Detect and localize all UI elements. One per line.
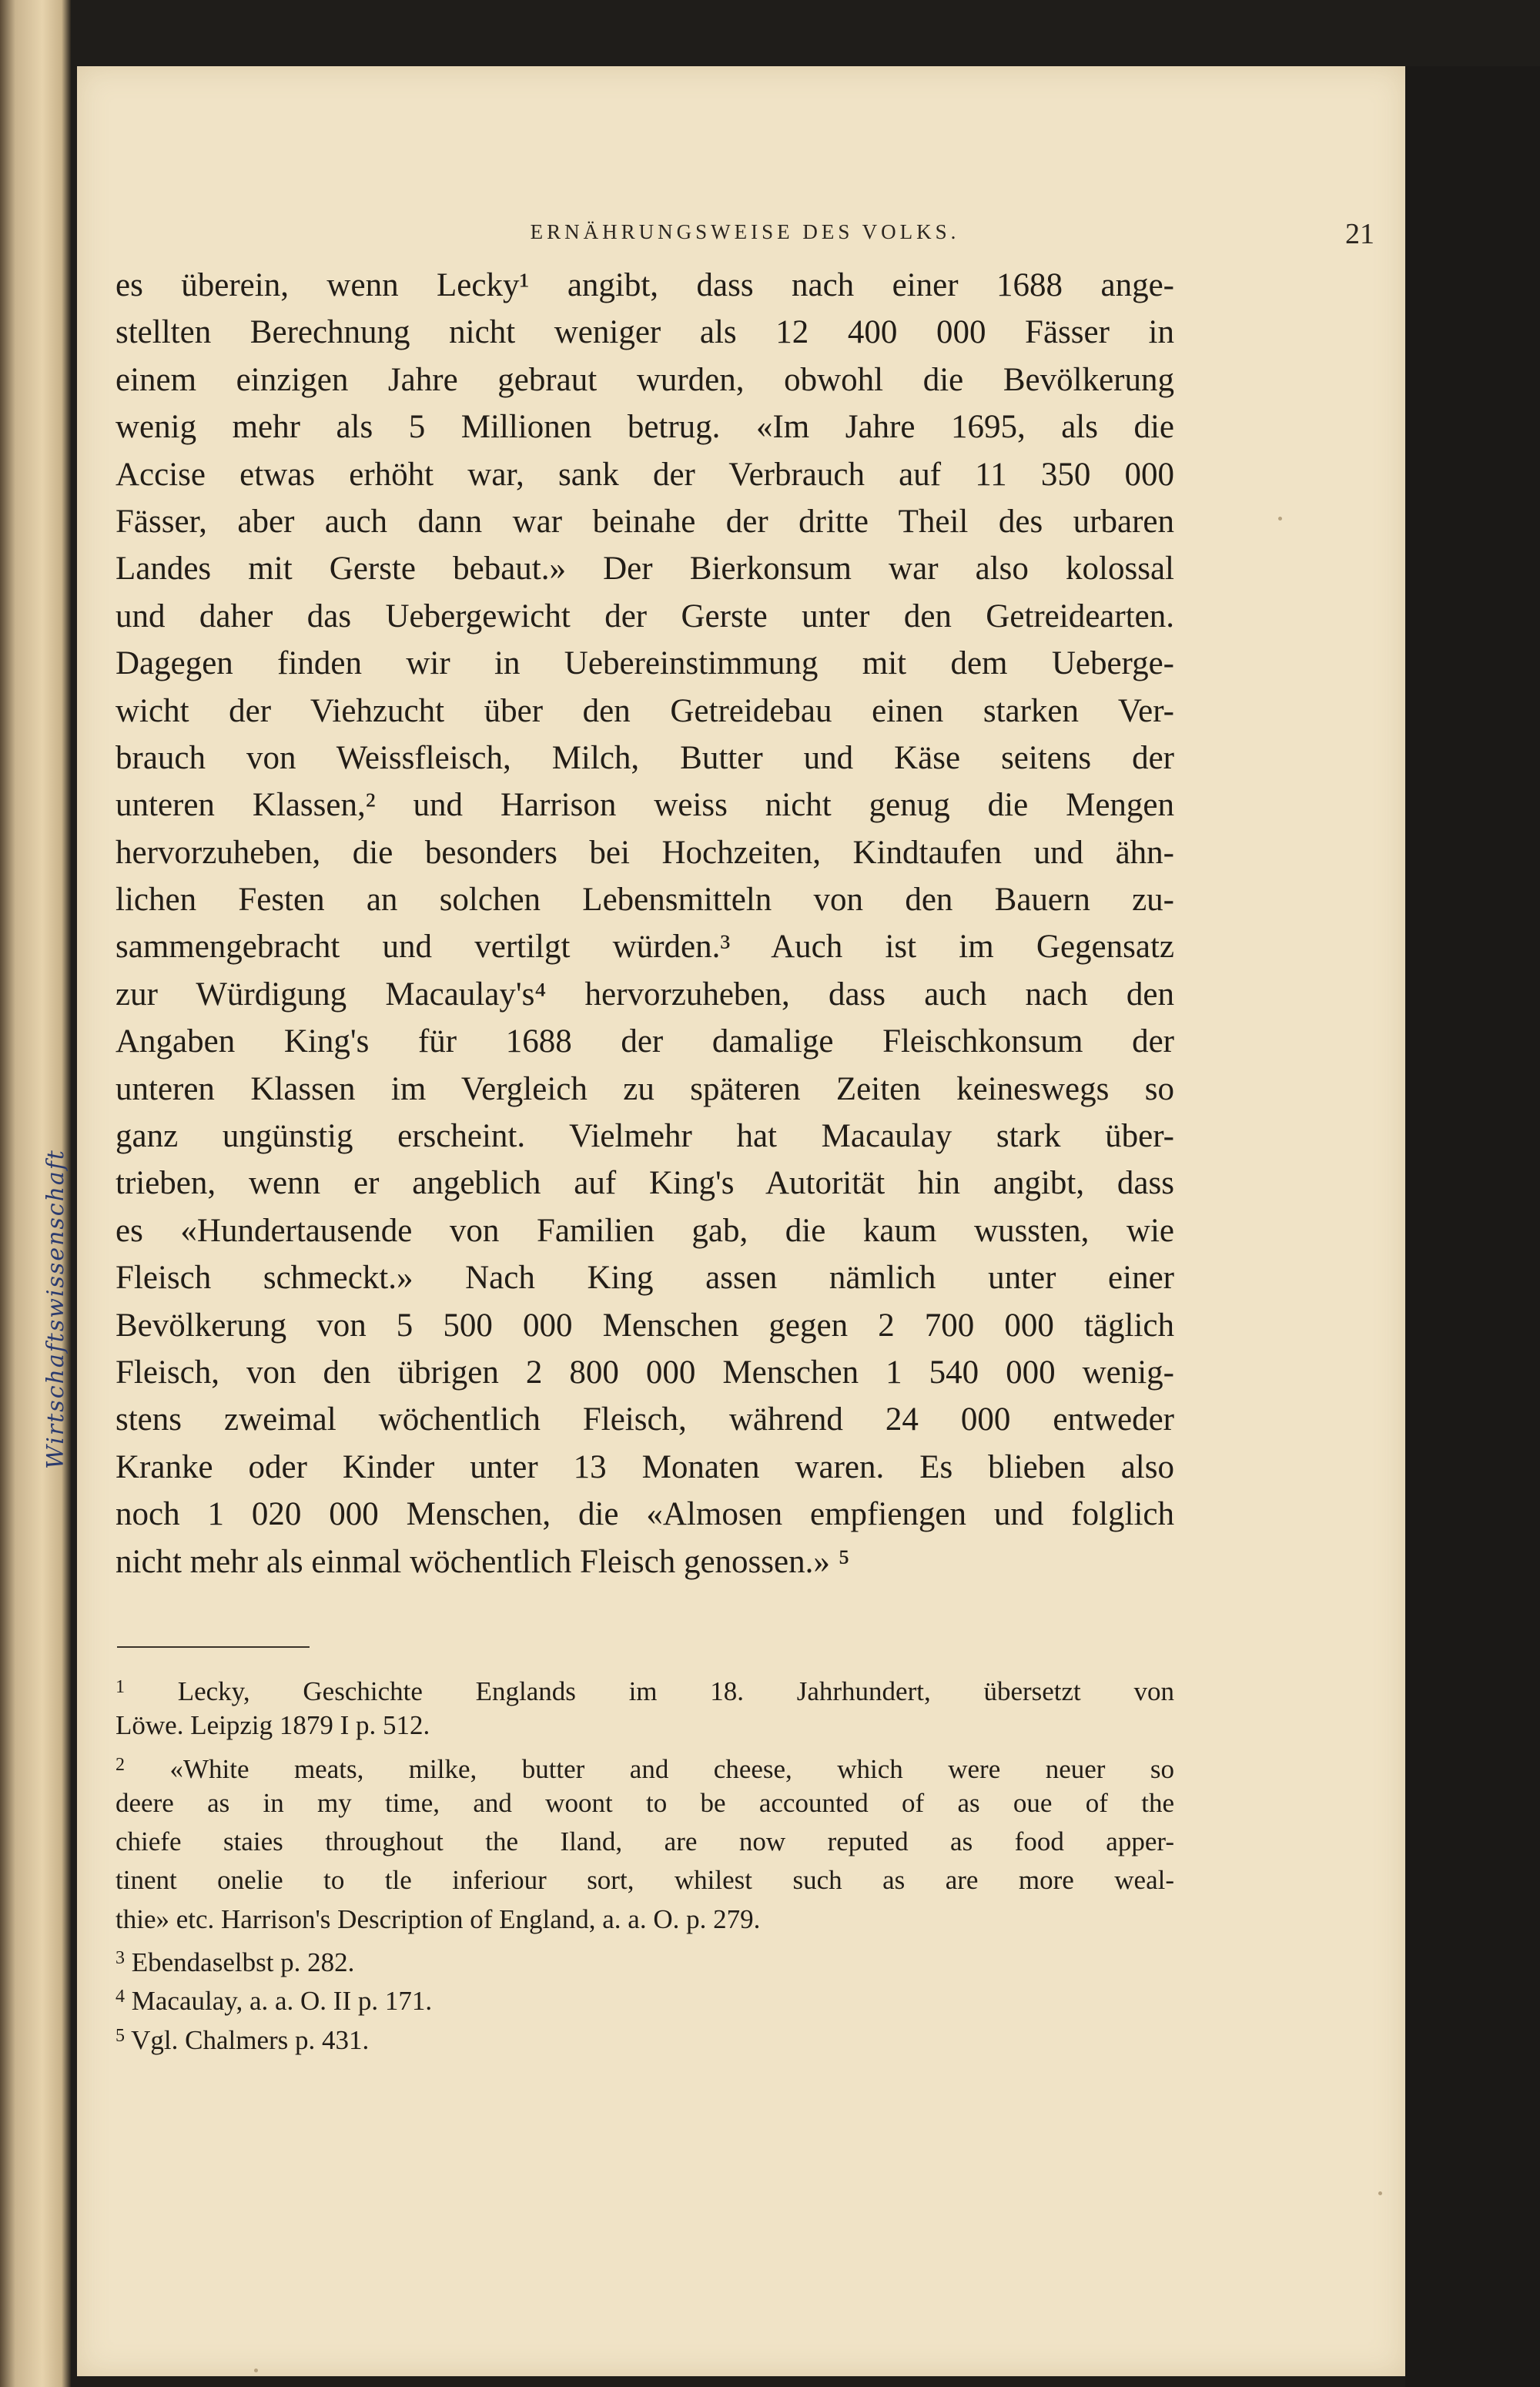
footnote-marker: 2 — [116, 1754, 125, 1775]
footnote-1 — [116, 1668, 1174, 1706]
body-line: und daher das Uebergewicht der Gerste unter den Getreidearten. — [116, 598, 1174, 634]
body-line: Bevölkerung von 5 500 000 Menschen gegen 2 700 000 täglich — [116, 1307, 1174, 1344]
footnote-2-cont: tinent onelie to tle inferiour sort, whilest such as are more weal- — [116, 1865, 1174, 1896]
body-text — [116, 262, 1174, 1585]
paper-speck — [254, 2369, 258, 2372]
footnote-1-cont: Löwe. Leipzig 1879 I p. 512. — [116, 1710, 430, 1741]
body-line: stens zweimal wöchentlich Fleisch, während 24 000 entweder — [116, 1401, 1174, 1438]
body-line: einem einzigen Jahre gebraut wurden, obwohl die Bevölkerung — [116, 361, 1174, 398]
body-line: Fleisch schmeckt.» Nach King assen nämlich unter einer — [116, 1260, 1174, 1297]
body-line: brauch von Weissfleisch, Milch, Butter und Käse seitens der — [116, 739, 1174, 776]
body-line: Fleisch, von den übrigen 2 800 000 Menschen 1 540 000 wenig- — [116, 1354, 1174, 1391]
footnote-divider — [117, 1646, 310, 1648]
body-line: Kranke oder Kinder unter 13 Monaten waren. Es blieben also — [116, 1448, 1174, 1485]
body-line: stellten Berechnung nicht weniger als 12 400 000 Fässer in — [116, 314, 1174, 351]
body-line: Landes mit Gerste bebaut.» Der Bierkonsum war also kolossal — [116, 551, 1174, 588]
footnote-text: Lecky, Geschichte Englands im 18. Jahrhundert, übersetzt von — [177, 1676, 1175, 1706]
footnote-5 — [116, 2017, 1174, 2055]
body-line: unteren Klassen im Vergleich zu späteren Zeiten keineswegs so — [116, 1070, 1174, 1107]
body-line: noch 1 020 000 Menschen, die «Almosen empfiengen und folglich — [116, 1496, 1174, 1533]
footnote-2 — [116, 1746, 1174, 1784]
footnotes — [116, 1668, 1174, 2055]
body-line: wenig mehr als 5 Millionen betrug. «Im Jahre 1695, als die — [116, 409, 1174, 446]
body-line: zur Würdigung Macaulay's⁴ hervorzuheben, dass auch nach den — [116, 976, 1174, 1013]
book-page — [77, 66, 1405, 2376]
footnote-marker: 3 — [116, 1948, 125, 1969]
footnote-text: Vgl. Chalmers p. 431. — [131, 2024, 370, 2055]
body-line: nicht mehr als einmal wöchentlich Fleisch genossen.» ⁵ — [116, 1543, 850, 1580]
footnote-marker: 4 — [116, 1987, 125, 2007]
body-line: Angaben King's für 1688 der damalige Fleischkonsum der — [116, 1023, 1174, 1060]
body-line: Dagegen finden wir in Uebereinstimmung mit dem Ueberge- — [116, 645, 1174, 682]
paper-speck — [1278, 517, 1282, 521]
body-line: unteren Klassen,² und Harrison weiss nicht genug die Mengen — [116, 787, 1174, 824]
body-line: wicht der Viehzucht über den Getreidebau einen starken Ver- — [116, 692, 1174, 729]
footnote-text: Macaulay, a. a. O. II p. 171. — [131, 1986, 433, 2017]
footnote-text: Ebendaselbst p. 282. — [131, 1947, 355, 1978]
body-line: es überein, wenn Lecky¹ angibt, dass nach einer 1688 ange- — [116, 267, 1174, 303]
body-line: hervorzuheben, die besonders bei Hochzeiten, Kindtaufen und ähn- — [116, 834, 1174, 871]
page-number: 21 — [1345, 218, 1374, 250]
book-gutter — [0, 0, 71, 2387]
body-line: trieben, wenn er angeblich auf King's Autorität hin angibt, dass — [116, 1165, 1174, 1202]
body-line: es «Hundertausende von Familien gab, die kaum wussten, wie — [116, 1212, 1174, 1249]
footnote-4 — [116, 1977, 1174, 2016]
footnote-marker: 1 — [116, 1677, 125, 1697]
footnote-text: «White meats, milke, butter and cheese, which were neuer so — [169, 1753, 1175, 1784]
footnote-3 — [116, 1939, 1174, 1977]
body-line: ganz ungünstig erscheint. Vielmehr hat Macaulay stark über- — [116, 1118, 1174, 1155]
body-line: sammengebracht und vertilgt würden.³ Auch ist im Gegensatz — [116, 929, 1174, 966]
footnote-2-cont: deere as in my time, and woont to be accounted of as oue of the — [116, 1787, 1174, 1818]
page-header — [116, 217, 1374, 253]
footnote-2-cont: thie» etc. Harrison's Description of England, a. a. O. p. 279. — [116, 1903, 761, 1934]
body-line: Accise etwas erhöht war, sank der Verbrauch auf 11 350 000 — [116, 456, 1174, 493]
footnote-2-cont: chiefe staies throughout the Iland, are now reputed as food apper- — [116, 1826, 1174, 1857]
body-line: lichen Festen an solchen Lebensmitteln von den Bauern zu- — [116, 882, 1174, 919]
scan-border-right — [1405, 66, 1540, 2387]
library-stamp: Wirtschaftswissenschaft — [42, 1149, 69, 1469]
body-line: Fässer, aber auch dann war beinahe der dritte Theil des urbaren — [116, 503, 1174, 540]
footnote-marker: 5 — [116, 2025, 125, 2046]
running-title: ERNÄHRUNGSWEISE DES VOLKS. — [530, 220, 960, 243]
paper-speck — [1378, 2191, 1382, 2195]
